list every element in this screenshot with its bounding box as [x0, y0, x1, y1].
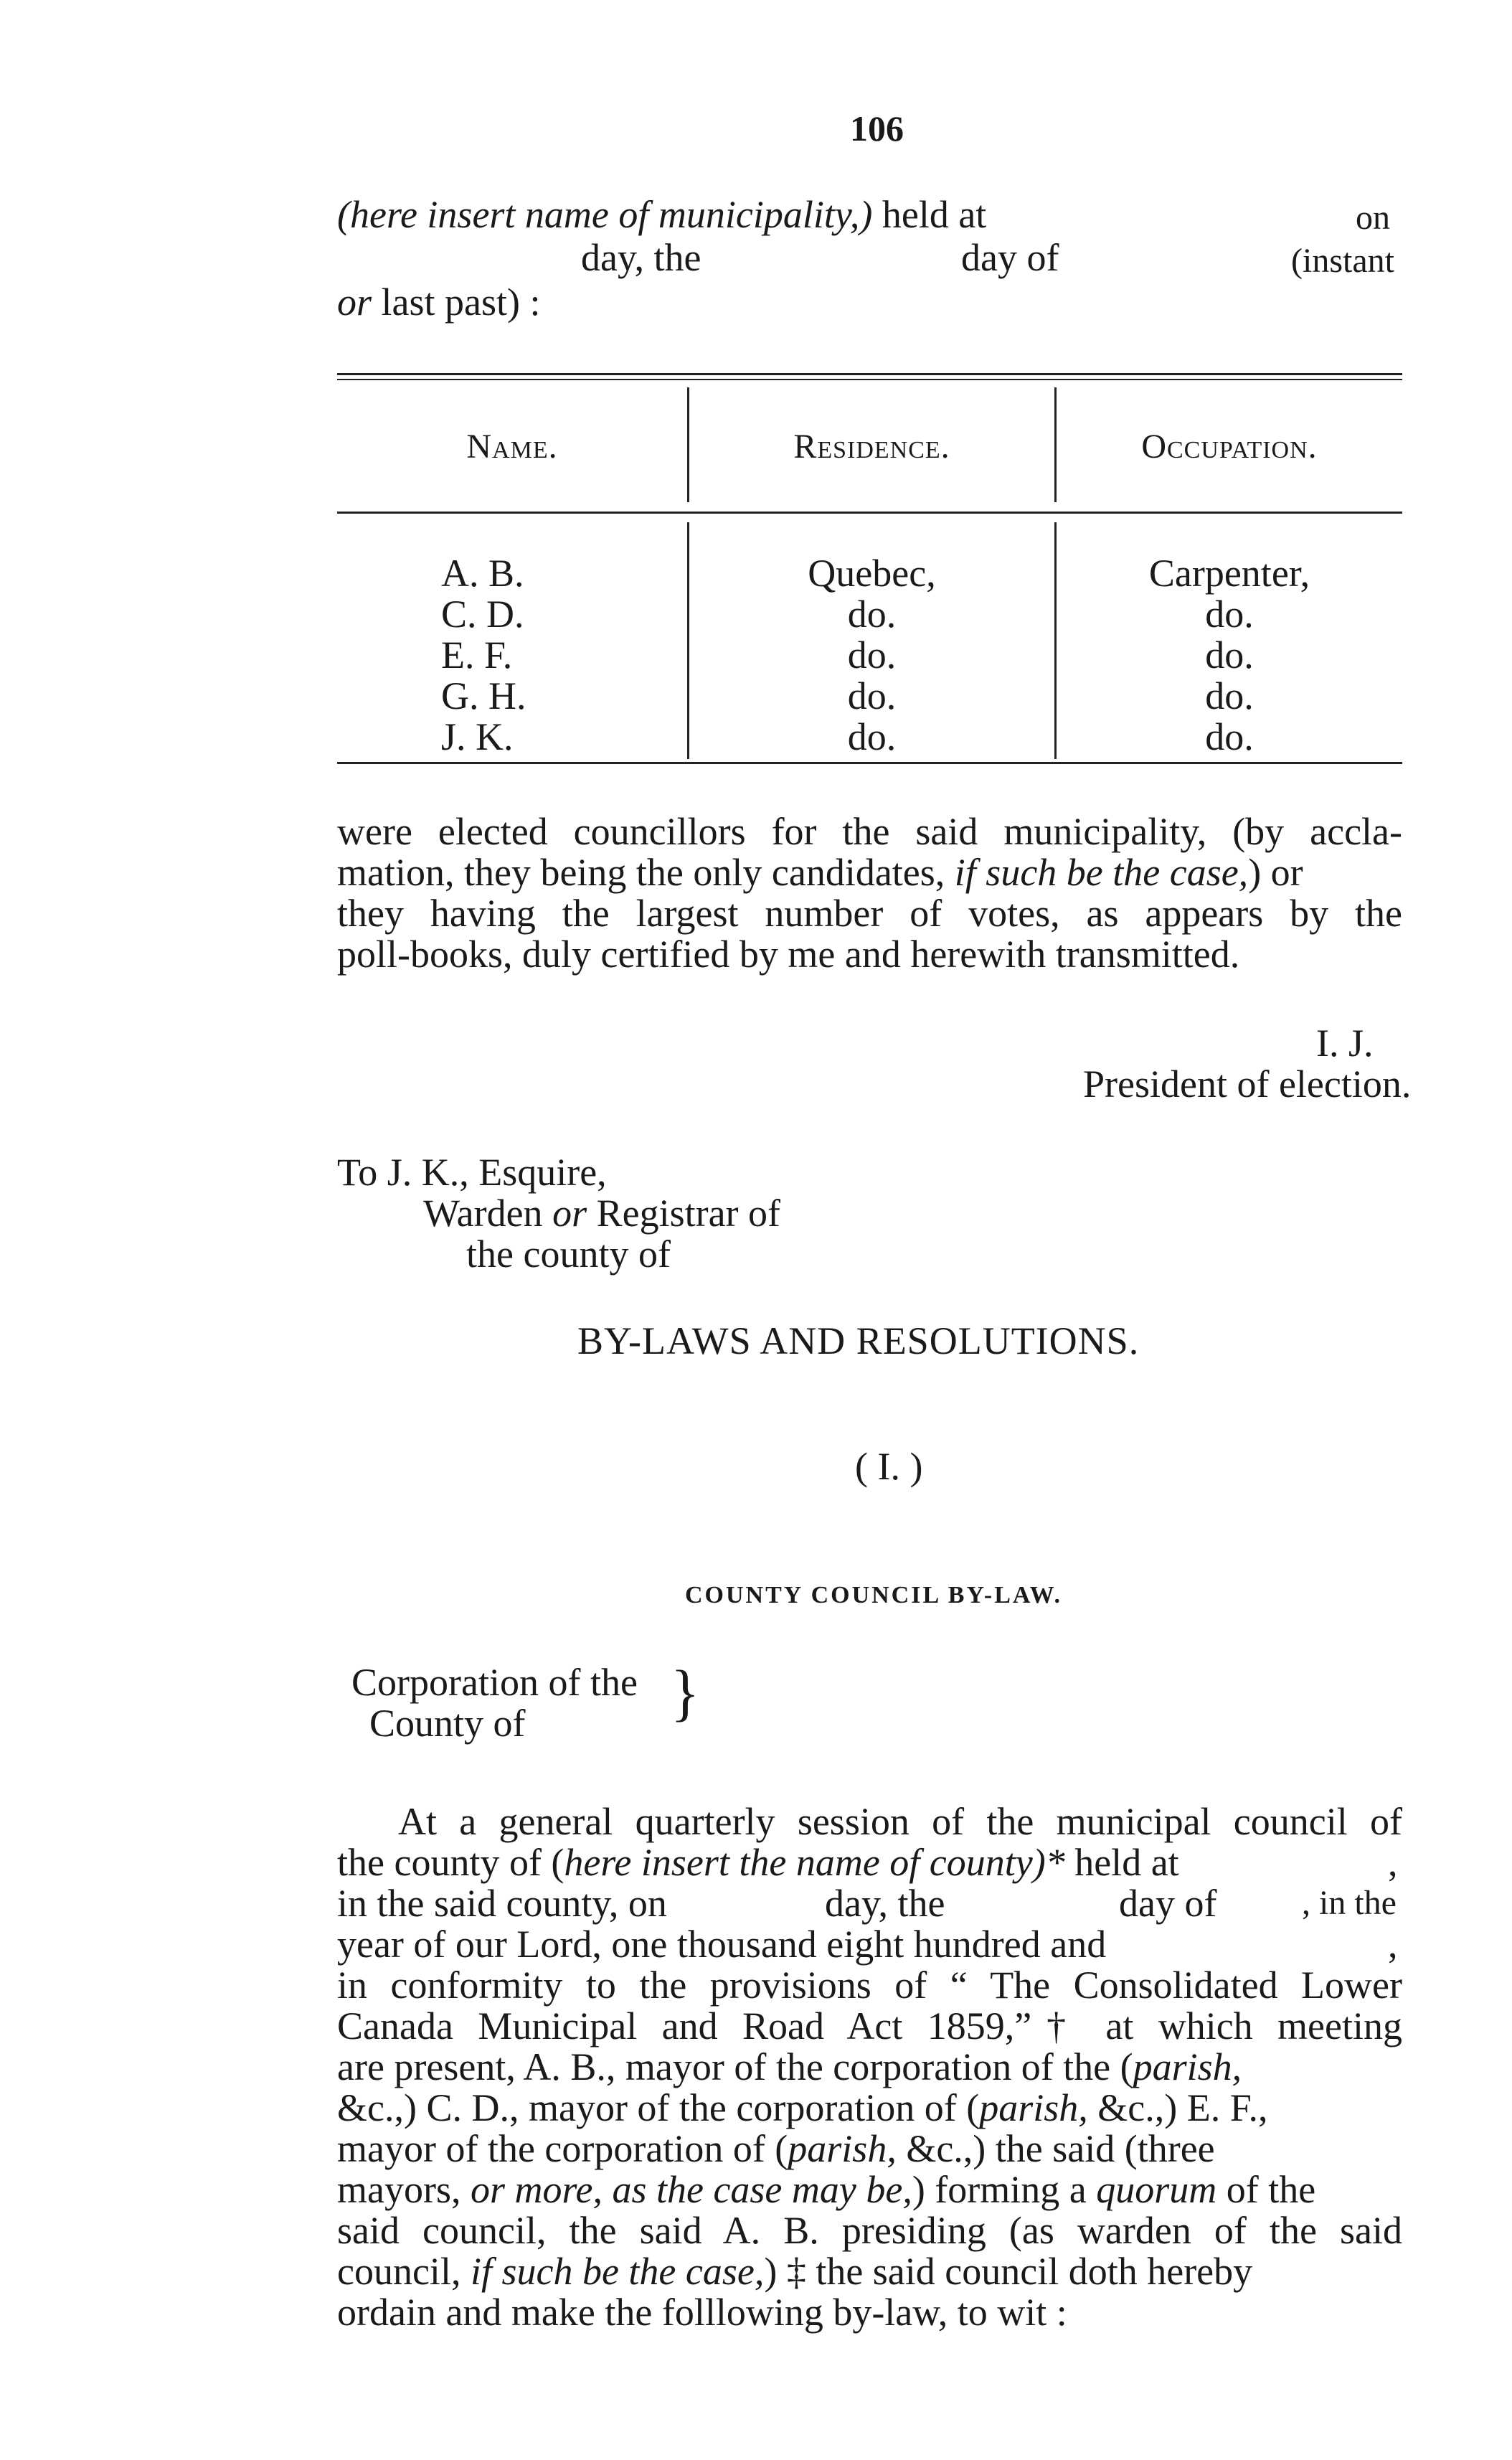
text-run-italic: here insert the name of county)*: [564, 1841, 1065, 1884]
text-run-italic: or more, as the case may be,: [470, 2168, 912, 2211]
table-header-rule: [337, 512, 1402, 514]
text-run: Warden: [423, 1192, 553, 1235]
table-cell-name: J. K.: [441, 715, 514, 758]
table-cell-residence: do.: [847, 633, 897, 677]
text-run: council,: [337, 2250, 471, 2293]
table-cell-name: E. F.: [441, 633, 513, 677]
text-run-italic: parish,: [1133, 2045, 1242, 2088]
table-cell-occupation: Carpenter,: [1148, 552, 1310, 595]
corporation-line-1: Corporation of the: [351, 1661, 638, 1704]
paragraph-line: ordain and make the folllowing by-law, to wit :: [337, 2291, 1067, 2334]
text-run: ) ‡ the said council doth hereby: [764, 2250, 1253, 2293]
text-run: mayors,: [337, 2168, 471, 2211]
address-line-1: To J. K., Esquire,: [337, 1151, 607, 1194]
text-run: mation, they being the only candidates,: [337, 851, 955, 894]
text-run-italic: or: [552, 1192, 587, 1235]
paragraph-line: in the said county, on: [337, 1882, 667, 1925]
table-cell-name: A. B.: [441, 552, 524, 595]
table-cell-occupation: do.: [1205, 633, 1254, 677]
form-line-1-right: on: [1356, 199, 1390, 237]
paragraph-line-part: day of: [1119, 1882, 1217, 1925]
table-header-occupation: Occupation.: [1141, 428, 1318, 466]
text-run-italic: parish,: [979, 2086, 1088, 2129]
table-cell-residence: do.: [847, 674, 897, 717]
table-top-rule-2: [337, 379, 1402, 380]
form-line-2-right: (instant: [1291, 242, 1394, 280]
paragraph-line: [337, 2046, 1242, 2088]
paragraph-line: were elected councillors for the said municipality, (by accla-: [337, 810, 1402, 853]
form-line-3-rest: last past) :: [372, 281, 541, 324]
table-cell-name: G. H.: [441, 674, 526, 717]
paragraph-line: in conformity to the provisions of “ The Consolidated Lower: [337, 1964, 1402, 2007]
table-header-name: Name.: [466, 428, 558, 466]
text-run-italic: if such be the case,: [470, 2250, 765, 2293]
paragraph-line-part: day, the: [825, 1882, 945, 1925]
table-cell-occupation: do.: [1205, 593, 1254, 636]
table-cell-residence: do.: [847, 715, 897, 758]
text-run: held at: [1064, 1841, 1179, 1884]
paragraph-line: [337, 2251, 1252, 2292]
paragraph-line: [337, 1842, 1179, 1883]
paragraph-line: they having the largest number of votes, as appears by the: [337, 892, 1402, 935]
form-line-2b: day of: [961, 236, 1059, 279]
table-bottom-rule: [337, 762, 1402, 764]
corporation-line-2: County of: [369, 1702, 526, 1745]
paragraph-line: [337, 2128, 1215, 2169]
paragraph-line: [337, 2169, 1315, 2210]
text-run: Registrar of: [587, 1192, 780, 1235]
text-run: are present, A. B., mayor of the corporation of the (: [337, 2045, 1133, 2088]
paragraph-line-tail: ,: [1388, 1841, 1398, 1884]
text-run: of the: [1216, 2168, 1316, 2211]
table-cell-residence: Quebec,: [808, 552, 936, 595]
bylaw-heading: COUNTY COUNCIL BY-LAW.: [685, 1582, 1063, 1608]
form-line-1: [337, 194, 986, 235]
table-top-rule: [337, 373, 1402, 375]
paragraph-line: [337, 852, 1402, 893]
paragraph-line: poll-books, duly certified by me and herewith transmitted.: [337, 933, 1240, 976]
paragraph-line: year of our Lord, one thousand eight hundred and: [337, 1923, 1107, 1966]
text-run: the county of (: [337, 1841, 564, 1884]
page-number: 106: [850, 108, 904, 149]
text-run: ) forming a: [912, 2168, 1097, 2211]
paragraph-line-tail: , in the: [1302, 1884, 1397, 1922]
table-cell-name: C. D.: [441, 593, 524, 636]
form-line-1-rest: held at: [872, 193, 987, 236]
text-run: &c.,) the said (three: [896, 2127, 1215, 2170]
text-run: ) or: [1248, 851, 1303, 894]
paragraph-line: Canada Municipal and Road Act 1859,”† at which meeting: [337, 2004, 1402, 2047]
section-title: BY-LAWS AND RESOLUTIONS.: [577, 1319, 1140, 1362]
text-run-italic: quorum: [1096, 2168, 1217, 2211]
paragraph-line: At a general quarterly session of the municipal council of: [398, 1800, 1402, 1843]
text-run: &c.,) C. D., mayor of the corporation of (: [337, 2086, 980, 2129]
table-header-residence: Residence.: [793, 428, 950, 466]
address-line-2: [423, 1192, 780, 1234]
paragraph-line-tail: ,: [1388, 1923, 1398, 1966]
form-line-3-italic: or: [337, 281, 372, 324]
address-line-3: the county of: [466, 1233, 671, 1276]
form-line-3: [337, 281, 540, 323]
text-run: &c.,) E. F.,: [1087, 2086, 1268, 2129]
paragraph-line: said council, the said A. B. presiding (as warden of the said: [337, 2209, 1402, 2252]
table-cell-occupation: do.: [1205, 674, 1254, 717]
form-line-1-italic: (here insert name of municipality,): [337, 193, 873, 236]
brace-glyph: }: [671, 1657, 700, 1728]
form-line-2a: day, the: [581, 236, 701, 279]
text-run-italic: parish,: [788, 2127, 897, 2170]
table-cell-residence: do.: [847, 593, 897, 636]
table-cell-occupation: do.: [1205, 715, 1254, 758]
section-number: ( I. ): [855, 1445, 923, 1488]
paragraph-line: [337, 2087, 1267, 2129]
text-run-italic: if such be the case,: [954, 851, 1249, 894]
signature-initials: I. J.: [1316, 1022, 1374, 1065]
signature-title: President of election.: [1083, 1062, 1412, 1106]
text-run: mayor of the corporation of (: [337, 2127, 788, 2170]
